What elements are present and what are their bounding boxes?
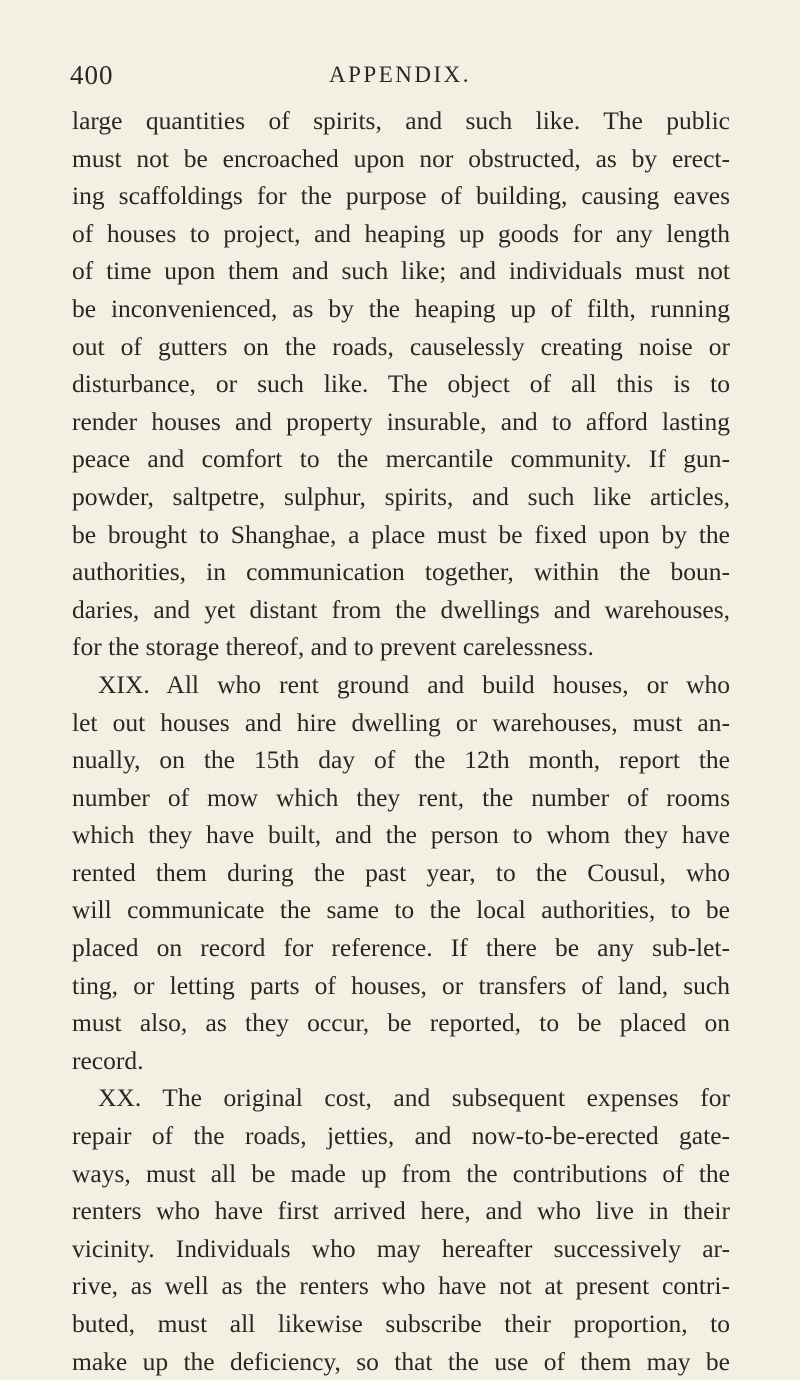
text-line: which they have built, and the person to whom they have xyxy=(72,820,730,850)
text-line: ways, must all be made up from the contributions of the xyxy=(72,1158,730,1188)
running-head: APPENDIX. xyxy=(329,62,471,87)
text-line: large quantities of spirits, and such like. The public xyxy=(72,106,730,135)
text-line: record. xyxy=(72,1045,144,1075)
text-line: be inconvenienced, as by the heaping up of filth, running xyxy=(72,293,730,323)
text-line: make up the deficiency, so that the use of them may be xyxy=(72,1346,730,1376)
text-line: rented them during the past year, to the Cousul, who xyxy=(72,857,730,887)
text-line: be brought to Shanghae, a place must be fixed upon by the xyxy=(72,519,730,549)
page-number: 400 xyxy=(70,60,114,90)
text-line: of houses to project, and heaping up goods for any length xyxy=(72,218,730,248)
page-header xyxy=(70,60,730,96)
text-line: for the storage thereof, and to prevent carelessness. xyxy=(72,632,594,662)
text-line: nually, on the 15th day of the 12th month, report the xyxy=(72,745,730,775)
text-line: of time upon them and such like; and individuals must not xyxy=(72,256,730,286)
section-xix-start: XIX. All who rent ground and build houses, or who xyxy=(98,669,730,699)
text-line: ting, or letting parts of houses, or transfers of land, such xyxy=(72,970,730,1000)
section-xx-start: XX. The original cost, and subsequent expenses for xyxy=(98,1083,730,1113)
text-line: powder, saltpetre, sulphur, spirits, and such like articles, xyxy=(72,481,730,511)
text-line: repair of the roads, jetties, and now-to-be-erected gate- xyxy=(72,1121,730,1151)
text-line: let out houses and hire dwelling or warehouses, must an- xyxy=(72,707,730,737)
text-line: must also, as they occur, be reported, to be placed on xyxy=(72,1008,730,1038)
text-line: will communicate the same to the local authorities, to be xyxy=(72,895,730,925)
body-text xyxy=(72,102,730,1380)
text-line: peace and comfort to the mercantile community. If gun- xyxy=(72,444,730,474)
text-line: daries, and yet distant from the dwellings and warehouses, xyxy=(72,594,730,624)
text-line: must not be encroached upon nor obstructed, as by erect- xyxy=(72,143,730,173)
text-line: ing scaffoldings for the purpose of building, causing eaves xyxy=(72,181,730,211)
text-line: buted, must all likewise subscribe their proportion, to xyxy=(72,1309,730,1338)
text-line: number of mow which they rent, the number of rooms xyxy=(72,782,730,812)
text-line: out of gutters on the roads, causelessly creating noise or xyxy=(72,331,730,361)
text-line: vicinity. Individuals who may hereafter successively ar- xyxy=(72,1233,730,1263)
text-line: rive, as well as the renters who have not at present contri- xyxy=(72,1271,730,1301)
text-line: authorities, in communication together, within the boun- xyxy=(72,557,730,587)
text-line: render houses and property insurable, and to afford lasting xyxy=(72,406,730,436)
text-line: renters who have first arrived here, and who live in their xyxy=(72,1196,730,1226)
text-line: disturbance, or such like. The object of all this is to xyxy=(72,369,730,399)
text-line: placed on record for reference. If there be any sub-let- xyxy=(72,933,730,963)
